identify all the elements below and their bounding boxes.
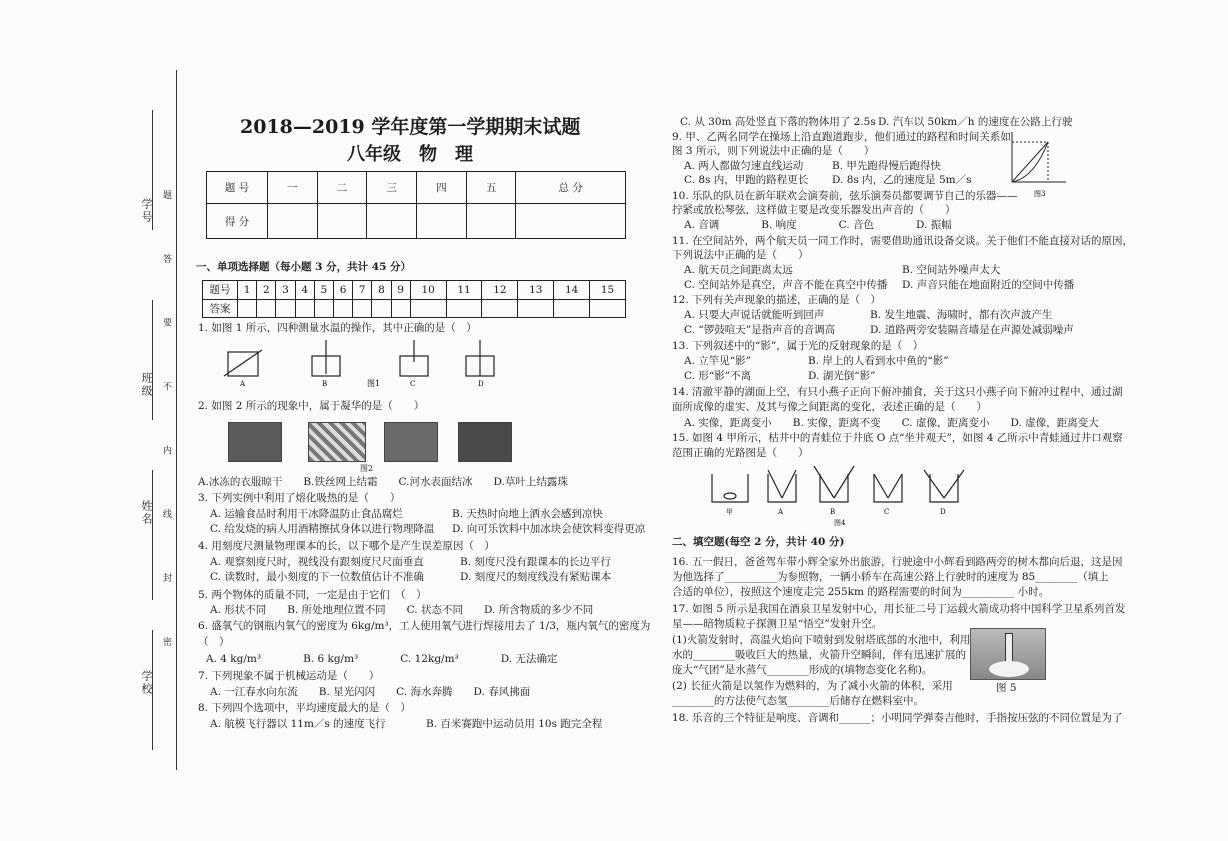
q6-paren: （ ）	[198, 636, 230, 648]
score-row2-label: 得 分	[207, 204, 268, 239]
answer-cell[interactable]	[372, 299, 391, 318]
fig4-label-a: A	[778, 508, 784, 516]
q4-option-b: B. 刻度尺没有跟课本的长边平行	[460, 556, 611, 568]
q7-options: A. 一江春水向东流 B. 星光闪闪 C. 海水奔腾 D. 春风拂面	[210, 686, 531, 698]
answer-cell[interactable]	[590, 299, 626, 318]
figure-5-rocket-photo	[970, 628, 1046, 680]
q11-option-c: C. 空间站外是真空，声音不能在真空中传播	[684, 279, 888, 291]
fig4-label-b: B	[830, 508, 836, 516]
fig1-caption: 图1	[367, 379, 381, 388]
fig4-label-c: C	[884, 508, 890, 516]
fig1-label-b: B	[322, 380, 328, 388]
figure-4	[708, 462, 988, 528]
q13-option-a: A. 立竿见“影”	[684, 355, 751, 367]
qnum: 11	[446, 281, 482, 300]
qnum: 15	[590, 281, 626, 300]
qnum: 7	[353, 281, 372, 300]
score-col-5: 五	[466, 172, 516, 204]
q16-text: 16. 五一假日，爸爸驾车带小辉全家外出旅游，行驶途中小辉看到路两旁的树木都向后退，这是因	[672, 556, 1123, 568]
answer-row2-label: 答案	[203, 299, 238, 318]
score-cell[interactable]	[516, 204, 626, 239]
q13-option-d: D. 湖光倒“影”	[808, 370, 876, 382]
q9-option-b: B. 甲先跑得慢后跑得快	[832, 160, 941, 172]
q15-text: 15. 如图 4 甲所示，枯井中的青蛙位于井底 O 点“坐井观天”，如图 4 乙所示中青蛙通过井口观察	[672, 432, 1123, 444]
section1-heading: 一、单项选择题（每小题 3 分，共计 45 分）	[196, 261, 412, 273]
qnum: 8	[372, 281, 391, 300]
qnum: 4	[295, 281, 314, 300]
q14-options: A. 实像，距离变小 B. 实像，距离不变 C. 虚像，距离变小 D. 虚像，距离变大	[684, 417, 1099, 429]
answer-table	[202, 280, 626, 318]
answer-cell[interactable]	[391, 299, 410, 318]
fig4-label-jia: 甲	[726, 508, 733, 516]
q4-option-d: D. 刻度尺的刻度线没有紧贴课本	[460, 571, 612, 583]
score-cell[interactable]	[417, 204, 467, 239]
q12-text: 12. 下列有关声现象的描述，正确的是（ ）	[672, 294, 882, 306]
answer-cell[interactable]	[257, 299, 276, 318]
score-cell[interactable]	[367, 204, 417, 239]
label-xuehao: 学号	[140, 198, 153, 224]
q1-text: 1. 如图 1 所示，四种测量水温的操作，其中正确的是（ ）	[198, 322, 477, 334]
answer-cell[interactable]	[554, 299, 590, 318]
qnum: 12	[482, 281, 518, 300]
q17-part2-a: (2) 长征火箭是以氢作为燃料的，为了减小火箭的体积，采用	[672, 680, 953, 692]
qnum: 1	[238, 281, 257, 300]
q3-option-b: B. 天热时向地上洒水会感到凉快	[452, 508, 603, 520]
q3-text: 3. 下列实例中利用了熔化吸热的是（ ）	[198, 492, 401, 504]
score-col-1: 一	[268, 172, 318, 204]
answer-cell[interactable]	[276, 299, 295, 318]
label-xuexiao: 学校	[140, 670, 153, 696]
fig4-caption: 图4	[834, 519, 846, 527]
score-row1-label: 题 号	[207, 172, 268, 204]
exam-title: 2018—2019 学年度第一学期期末试题	[240, 116, 581, 138]
q3-option-a: A. 运输食品时利用干冰降温防止食品腐烂	[210, 508, 403, 520]
figure-2-a-photo	[228, 422, 282, 462]
answer-cell[interactable]	[410, 299, 446, 318]
score-cell[interactable]	[466, 204, 516, 239]
q14-text: 14. 清澈平静的湖面上空，有只小燕子正向下俯冲捕食，关于这只小燕子向下俯冲过程中，通过湖	[672, 386, 1123, 398]
q11-option-a: A. 航天员之间距离太远	[684, 264, 793, 276]
q13-option-c: C. 形“影”不离	[684, 370, 752, 382]
q12-option-b: B. 发生地震、海啸时，都有次声波产生	[870, 309, 1053, 321]
q8-option-c: C. 从 30m 高处竖直下落的物体用了 2.5s	[680, 116, 876, 128]
q17-part1-a: (1)火箭发射时，高温火焰向下喷射到发射塔底部的水池中，利用	[672, 634, 971, 646]
q8-text: 8. 下列四个选项中，平均速度最大的是（ ）	[198, 702, 411, 714]
fig1-label-d: D	[478, 380, 484, 388]
qnum: 10	[410, 281, 446, 300]
q4-option-c: C. 读数时，最小刻度的下一位数值估计不准确	[210, 571, 424, 583]
q11-text-2: 下列说法中正确的是（ ）	[672, 249, 809, 261]
answer-cell[interactable]	[295, 299, 314, 318]
q10-text: 10. 乐队的队员在新年联欢会演奏前，弦乐演奏员都要调节自己的乐器——	[672, 190, 1018, 202]
score-col-total: 总 分	[516, 172, 626, 204]
q4-option-a: A. 观察刻度尺时，视线没有跟刻度尺尺面垂直	[210, 556, 424, 568]
q13-text: 13. 下列叙述中的“影”，属于光的反射现象的是（ ）	[672, 340, 924, 352]
q18-text: 18. 乐音的三个特征是响度、音调和______；小明同学弹奏吉他时，手指按压弦的不同位置是为了	[672, 712, 1123, 724]
q13-option-b: B. 岸上的人看到水中鱼的“影”	[808, 355, 949, 367]
answer-cell[interactable]	[518, 299, 554, 318]
q4-text: 4. 用刻度尺测量物理课本的长，以下哪个是产生误差原因（ ）	[198, 540, 495, 552]
q8-option-d: D. 汽车以 50km／h 的速度在公路上行驶	[878, 116, 1073, 128]
score-table	[206, 171, 626, 239]
binding-line	[176, 70, 177, 770]
q17-part1-c: 庞大“气团”是水蒸气________形成的(填物态变化名称)。	[672, 664, 933, 676]
answer-cell[interactable]	[353, 299, 372, 318]
fig1-label-c: C	[410, 380, 416, 388]
q2-options: A.冰冻的衣服晾干 B.铁丝网上结霜 C.河水表面结冰 D.草叶上结露珠	[198, 476, 568, 488]
fig3-caption: 图3	[1034, 190, 1046, 198]
q2-text: 2. 如图 2 所示的现象中，属于凝华的是（ ）	[198, 400, 425, 412]
label-banji: 班级	[140, 372, 153, 398]
score-col-3: 三	[367, 172, 417, 204]
figure-2-c-photo	[384, 422, 438, 462]
seal-line-text: 题 答 要 不 内 线 封 密	[161, 190, 171, 673]
fig1-label-a: A	[240, 380, 246, 388]
answer-cell[interactable]	[333, 299, 352, 318]
fig5-caption: 图 5	[996, 682, 1017, 694]
q17-text: 17. 如图 5 所示是我国在酒泉卫星发射中心，用长征二号丁运载火箭成功将中国科学卫星系列首发	[672, 603, 1126, 615]
fig2-caption: 图2	[360, 464, 374, 473]
score-cell[interactable]	[317, 204, 367, 239]
q8-option-b: B. 百米赛跑中运动员用 10s 跑完全程	[426, 718, 603, 730]
q5-options: A. 形状不同 B. 所处地理位置不同 C. 状态不同 D. 所含物质的多少不同	[210, 604, 594, 616]
q9-text: 9. 甲、乙两名同学在操场上沿直跑道跑步，他们通过的路程和时间关系如	[672, 131, 1011, 143]
q7-text: 7. 下列现象不属于机械运动是（ ）	[198, 670, 380, 682]
qnum: 9	[391, 281, 410, 300]
qnum: 5	[314, 281, 333, 300]
q6-text: 6. 盛氧气的钢瓶内氧气的密度为 6kg/m³，工人使用氧气进行焊接用去了 1/3，瓶内氧气的密度为	[198, 620, 651, 632]
q17-text-2: 星——暗物质粒子探测卫星“悟空”发射升空。	[672, 618, 883, 630]
answer-cell[interactable]	[482, 299, 518, 318]
q12-option-d: D. 道路两旁安装隔音墙是在声源处减弱噪声	[870, 324, 1074, 336]
q16-text-3: 合适的单位），按照这个速度走完 255km 的路程需要的时间为__________ 小时。	[672, 586, 1050, 598]
q3-option-c: C. 给发烧的病人用酒精擦拭身体以进行物理降温	[210, 523, 435, 535]
q6-options: A. 4 kg/m³ B. 6 kg/m³ C. 12kg/m³ D. 无法确定	[206, 653, 558, 665]
q14-text-2: 面所成像的虚实、及其与像之间距离的变化，表述正确的是（ ）	[672, 401, 987, 413]
qnum: 13	[518, 281, 554, 300]
figure-1	[222, 336, 502, 388]
q9-option-d: D. 8s 内，乙的速度是 5m／s	[832, 174, 972, 186]
section2-heading: 二、填空题(每空 2 分，共计 40 分)	[672, 536, 845, 548]
q12-option-a: A. 只要大声说话就能听到回声	[684, 309, 825, 321]
q9-option-a: A. 两人都做匀速直线运动	[684, 160, 804, 172]
qnum: 3	[276, 281, 295, 300]
qnum: 6	[333, 281, 352, 300]
q17-part1-b: 水的________吸收巨大的热量，火箭升空瞬间，伴有迅速扩展的	[672, 649, 966, 661]
exam-subtitle: 八年级 物 理	[347, 144, 473, 165]
q11-option-b: B. 空间站外噪声太大	[902, 264, 1001, 276]
qnum: 14	[554, 281, 590, 300]
answer-cell[interactable]	[314, 299, 333, 318]
q3-option-d: D. 向可乐饮料中加冰块会使饮料变得更凉	[452, 523, 646, 535]
fig4-label-d: D	[940, 508, 946, 516]
q10-text-2: 拧紧或放松琴弦，这样做主要是改变乐器发出声音的（ ）	[672, 204, 956, 216]
qnum: 2	[257, 281, 276, 300]
name-blank-line-3	[152, 470, 153, 600]
score-col-2: 二	[317, 172, 367, 204]
answer-cell[interactable]	[238, 299, 257, 318]
q16-text-2: 为他选择了__________为参照物，一辆小轿车在高速公路上行驶时的速度为 85________（填上	[672, 571, 1109, 583]
q8-option-a: A. 航模飞行器以 11m／s 的速度飞行	[210, 718, 386, 730]
q11-option-d: D. 声音只能在地面附近的空间中传播	[902, 279, 1075, 291]
q12-option-c: C. “锣鼓喧天”是指声音的音调高	[684, 324, 836, 336]
answer-cell[interactable]	[446, 299, 482, 318]
answer-row1-label: 题号	[203, 281, 238, 300]
score-col-4: 四	[417, 172, 467, 204]
name-blank-line-2	[152, 300, 153, 420]
figure-2-b-photo	[308, 422, 366, 462]
rocket-plume	[989, 661, 1029, 677]
q15-text-2: 范围正确的光路图是（ ）	[672, 447, 809, 459]
q5-text: 5. 两个物体的质量不同，一定是由于它们 （ ）	[198, 589, 427, 601]
score-cell[interactable]	[268, 204, 318, 239]
q11-text: 11. 在空间站外，两个航天员一同工作时，需要借助通讯设备交谈。关于他们不能直接对话的原因，	[672, 235, 1134, 247]
figure-2-d-photo	[458, 422, 512, 462]
q9-text-2: 图 3 所示，则下列说法中正确的是（ ）	[672, 145, 875, 157]
label-xingming: 姓名	[140, 500, 153, 526]
q10-options: A. 音调 B. 响度 C. 音色 D. 振幅	[684, 219, 952, 231]
q9-option-c: C. 8s 内，甲跑的路程更长	[684, 174, 809, 186]
q17-part2-b: ________的方法使气态氢________后储存在燃料室中。	[672, 695, 924, 707]
